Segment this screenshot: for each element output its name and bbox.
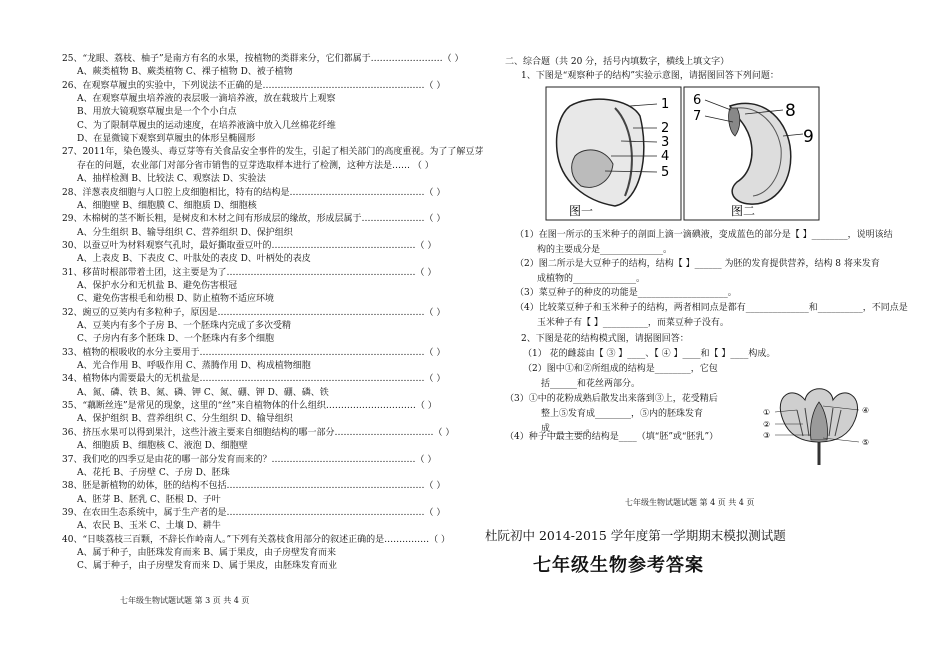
text-line: A、光合作用 B、呼吸作用 C、蒸腾作用 D、构成植物细胞: [77, 361, 311, 372]
text-line: A、细胞质 B、细胞核 C、液泡 D、细胞壁: [77, 441, 248, 452]
text-line: A、农民 B、玉米 C、土壤 D、耕牛: [77, 521, 221, 532]
text-line: 38、胚是新植物的幼体，胚的结构不包括…………………………………………………………（ ）: [62, 481, 446, 492]
question-1-intro: 1、下图是“观察种子的结构”实验示意图，请据图回答下列问题：: [521, 71, 779, 81]
figure-2-caption: 图二: [731, 204, 756, 218]
text-line: C、子房内有多个胚珠 D、一个胚珠内有多个细胞: [77, 334, 274, 345]
text-line: 29、木棉树的茎不断长粗，是树皮和木材之间有形成层的缘故，形成层属于…………………（ ）: [62, 214, 446, 225]
text-line: 28、洋葱表皮细胞与人口腔上皮细胞相比，特有的结构是………………………………………（ ）: [62, 187, 446, 198]
page-footer-right: 七年级生物试题试题 第 4 页 共 4 页: [625, 498, 755, 507]
text-line: D、在显微镜下观察到草履虫的体形呈椭圆形: [77, 134, 256, 145]
label-4: 4: [661, 149, 670, 164]
text-line: （4）比较菜豆种子和玉米种子的结构，两者相同点是都有______________和__________，不同点是: [515, 303, 908, 313]
text-line: A、细胞壁 B、细胞膜 C、细胞质 D、细胞核: [77, 200, 257, 211]
text-line: 存在的问题，农业部门对部分省市销售的豆芽选取样本进行了检测，这种方法是…… （ ）: [77, 160, 434, 171]
label-2: 2: [661, 121, 670, 136]
text-line: 构的主要成分是______________。: [537, 244, 673, 255]
flower-label-2: ②: [763, 420, 771, 429]
flower-structure-figure: [763, 380, 875, 475]
flower-label-1: ①: [763, 408, 771, 417]
flower-label-5: ⑤: [862, 438, 870, 447]
text-line: 35、“藕断丝连”是常见的现象，这里的“丝”来自植物体的什么组织…………………………（ ）: [62, 401, 437, 412]
text-line: （2）图中①和②所组成的结构是________，它包: [523, 364, 718, 374]
text-line: A、胚芽 B、胚乳 C、胚根 D、子叶: [77, 494, 221, 505]
text-line: 30、以蚕豆叶为材料观察气孔时，最好撕取蚕豆叶的…………………………………………（ ）: [62, 240, 437, 251]
text-line: A、氮、磷、铁 B、氮、磷、钾 C、氮、硼、钾 D、硼、磷、铁: [77, 387, 329, 398]
text-line: A、属于种子，由胚珠发育而来 B、属于果皮，由子房壁发育而来: [77, 547, 336, 558]
label-8: 8: [785, 101, 796, 121]
text-line: 27、2011年，染色馒头、毒豆芽等有关食品安全事件的发生，引起了相关部门的高度重视。为了了解豆芽: [62, 147, 484, 158]
answer-sheet-subtitle: 七年级生物参考答案: [533, 555, 704, 576]
text-line: 36、挤压水果可以得到果汁，这些汁液主要来自细胞结构的哪一部分……………………………（ ）: [62, 427, 455, 438]
question-2-intro: 2、下图是花的结构模式图，请据图回答：: [521, 334, 689, 344]
text-line: A、抽样检测 B、比较法 C、观察法 D、实验法: [77, 174, 266, 185]
flower-label-3: ③: [763, 431, 771, 440]
text-line: 37、我们吃的四季豆是由花的哪一部分发育而来的？…………………………………………（ ）: [62, 454, 437, 465]
text-line: A、在观察草履虫培养液的表层吸一滴培养液，放在载玻片上观察: [77, 94, 336, 105]
figure-1-caption: 图一: [569, 204, 594, 218]
text-line: （1）在图一所示的玉米种子的剖面上滴一滴碘液，变成蓝色的部分是【 】________，说明该结: [515, 230, 893, 240]
label-9: 9: [803, 127, 814, 147]
text-line: A、上表皮 B、下表皮 C、叶肽处的表皮 D、叶柄处的表皮: [77, 254, 311, 265]
label-6: 6: [693, 93, 702, 108]
text-line: 括______和花丝两部分。: [541, 379, 641, 389]
text-line: 32、豌豆的豆荚内有多粒种子，原因是……………………………………………………………（ ）: [62, 307, 446, 318]
text-line: 40、“日啖荔枝三百颗，不辞长作岭南人。”下列有关荔枝食用部分的叙述正确的是……………（ ）: [62, 534, 451, 545]
text-line: 33、植物的根吸收的水分主要用于…………………………………………………………………（ ）: [62, 347, 446, 358]
label-3: 3: [661, 135, 670, 150]
text-line: A、保护组织 B、营养组织 C、分生组织 D、输导组织: [77, 414, 293, 425]
label-1: 1: [661, 97, 670, 112]
exam-page-4: [475, 0, 950, 658]
flower-label-4: ④: [862, 406, 870, 415]
page-footer-left: 七年级生物试题试题 第 3 页 共 4 页: [120, 596, 250, 605]
text-line: 25、“龙眼、荔枝、柚子”是南方有名的水果，按植物的类群来分，它们都属于……………………（ ）: [62, 54, 464, 64]
text-line: 整上⑤发育成________，⑤内的胚珠发育: [541, 409, 704, 419]
label-7: 7: [693, 109, 702, 124]
seed-structure-figure: [545, 86, 820, 221]
answer-sheet-title: 杜阮初中 2014-2015 学年度第一学期期末模拟测试题: [485, 528, 786, 543]
section-heading: 二、综合题（共 20 分，括号内填数字，横线上填文字）: [505, 57, 730, 67]
text-line: A、蕨类植物 B、蕨类植物 C、裸子植物 D、被子植物: [77, 67, 293, 78]
text-line: （3）①中的花粉成熟后散发出来落到③上，花受精后: [505, 394, 718, 404]
text-line: A、分生组织 B、输导组织 C、营养组织 D、保护组织: [77, 227, 293, 238]
text-line: A、花托 B、子房壁 C、子房 D、胚珠: [77, 467, 230, 478]
text-line: （3）菜豆种子的种皮的功能是____________________。: [515, 288, 737, 299]
text-line: C、属于种子，由子房壁发育而来 D、属于果皮，由胚珠发育而业: [77, 561, 337, 572]
text-line: 26、在观察草履虫的实验中，下列说法不正确的是………………………………………………（ ）: [62, 80, 446, 91]
text-line: 成________。: [541, 424, 596, 434]
text-line: 31、移苗时根部带着土团，这主要是为了………………………………………………………（ ）: [62, 267, 437, 278]
text-line: （4）种子中最主要的结构是____（填“胚”或“胚乳”）: [505, 432, 719, 442]
text-line: C、为了限制草履虫的运动速度，在培养液滴中放入几丝棉花纤维: [77, 120, 336, 131]
text-line: 玉米种子有【 】__________，而菜豆种子没有。: [537, 317, 729, 328]
text-line: 39、在农田生态系统中，属于生产者的是…………………………………………………………（ ）: [62, 507, 446, 518]
text-line: 成植物的______________。: [537, 273, 646, 284]
text-line: （2）图二所示是大豆种子的结构，结构【 】______ 为胚的发育提供营养，结构 8 将来发育: [515, 259, 880, 270]
text-line: A、保护水分和无机盐 B、避免伤害根冠: [77, 280, 237, 291]
text-line: （1） 花的雌蕊由【 ③ 】____、【 ④ 】____和【 】____构成。: [523, 349, 776, 359]
text-line: A、豆荚内有多个子房 B、一个胚珠内完成了多次受精: [77, 321, 291, 331]
text-line: C、避免伤害根毛和幼根 D、防止植物不适应环境: [77, 294, 274, 305]
label-5: 5: [661, 165, 670, 180]
text-line: B、用放大镜观察草履虫是一个个小白点: [77, 107, 237, 118]
text-line: 34、植物体内需要最大的无机盐是…………………………………………………………………（ ）: [62, 374, 446, 385]
